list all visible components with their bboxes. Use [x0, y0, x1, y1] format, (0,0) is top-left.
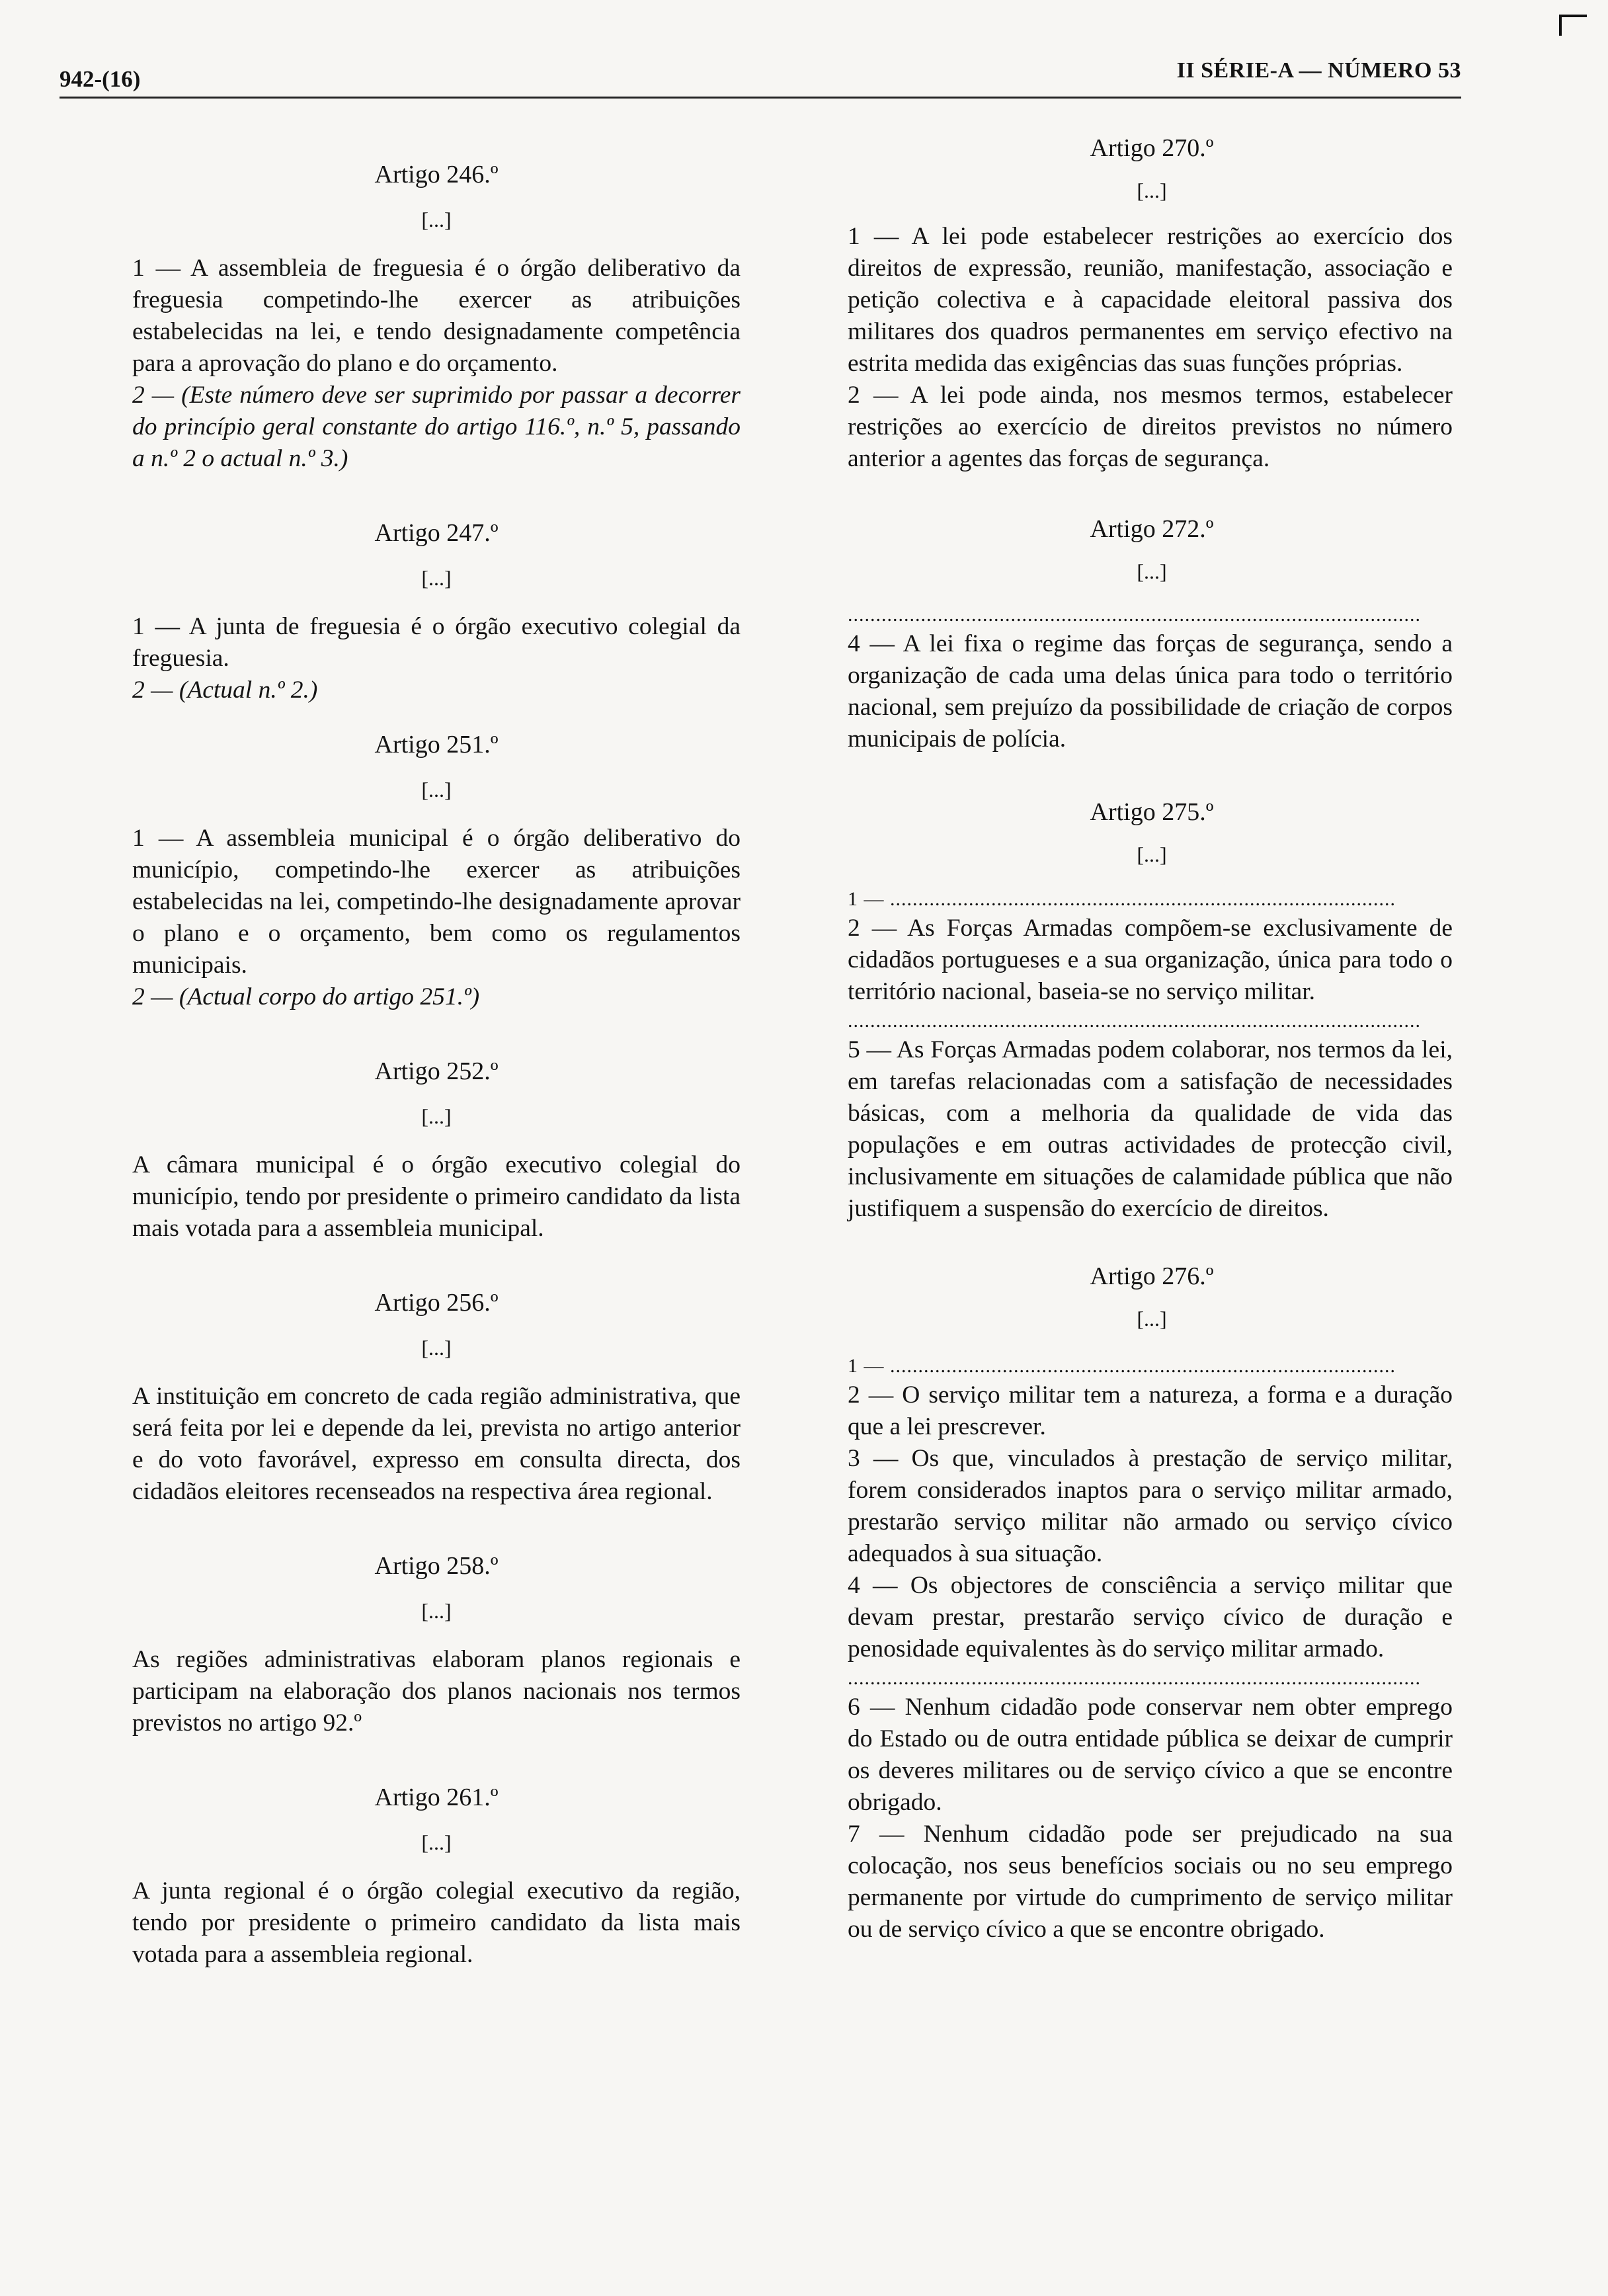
left-column — [132, 126, 741, 1971]
series-number: II SÉRIE-A — NÚMERO 53 — [1176, 58, 1461, 83]
paragraph: 2 — (Actual n.º 2.) — [132, 676, 318, 704]
omission-dots: ...................................................................................................... — [848, 1010, 1421, 1032]
paragraph: A instituição em concreto de cada região administrativa, que será feita por lei e depende da lei, prevista no artigo anterior e do voto favorável, expresso em consulta directa, dos cidadãos eleitores recenseados na respectiva área regional. — [132, 1383, 741, 1505]
paragraph: 6 — Nenhum cidadão pode conservar nem obter emprego do Estado ou de outra entidade pública se deixar de cumprir os deveres militares ou de serviço cívico a que se encontre obrigado. — [848, 1694, 1453, 1816]
page-header — [60, 58, 1461, 98]
ellipsis: [...] — [421, 1104, 452, 1128]
paragraph: 2 — O serviço militar tem a natureza, a forma e a duração que a lei prescrever. — [848, 1381, 1453, 1440]
article-title: Artigo 276.º — [1090, 1262, 1214, 1290]
paragraph: 1 — A assembleia municipal é o órgão deliberativo do município, competindo-lhe exercer as atribuições estabelecidas na lei, competindo-lhe designadamente aprovar o plano e o orçamento, bem como os regulamentos municipais. — [132, 825, 741, 979]
crop-mark — [1559, 15, 1587, 36]
paragraph: 2 — As Forças Armadas compõem-se exclusivamente de cidadãos portugueses e a sua organização, única para todo o território nacional, baseia-se no serviço militar. — [848, 915, 1453, 1005]
article-title: Artigo 270.º — [1090, 134, 1214, 162]
article-title: Artigo 275.º — [1090, 798, 1214, 826]
article-title: Artigo 252.º — [374, 1057, 499, 1085]
paragraph: A câmara municipal é o órgão executivo colegial do município, tendo por presidente o primeiro candidato da lista mais votada para a assembleia municipal. — [132, 1151, 741, 1242]
ellipsis: [...] — [421, 208, 452, 231]
ellipsis: [...] — [421, 1336, 452, 1360]
paragraph: 1 — A lei pode estabelecer restrições ao exercício dos direitos de expressão, reunião, manifestação, associação e petição colectiva e à capacidade eleitoral passiva dos militares dos quadros permanentes em serviço efectivo na estrita medida das exigências das suas funções próprias. — [848, 223, 1453, 377]
paragraph: 4 — A lei fixa o regime das forças de segurança, sendo a organização de cada uma delas única para todo o território nacional, sem prejuízo da possibilidade de criação de corpos municipais de polícia. — [848, 630, 1453, 753]
ellipsis: [...] — [421, 566, 452, 590]
ellipsis: [...] — [1137, 1307, 1167, 1331]
article-title: Artigo 256.º — [374, 1289, 499, 1317]
page-number: 942-(16) — [60, 66, 141, 92]
paragraph: 4 — Os objectores de consciência a serviço militar que devam prestar, prestarão serviço cívico de duração e penosidade equivalentes às do serviço militar armado. — [848, 1572, 1453, 1662]
paragraph: 2 — (Este número deve ser suprimido por passar a decorrer do princípio geral constante do artigo 116.º, n.º 5, passando a n.º 2 o actual n.º 3.) — [132, 382, 741, 472]
paragraph: 5 — As Forças Armadas podem colaborar, nos termos da lei, em tarefas relacionadas com a satisfação de necessidades básicas, com a melhoria da qualidade de vida das populações e em outras actividades de protecção civil, inclusivamente em situações de calamidade pública que não justifiquem a suspensão do exercício de direitos. — [848, 1036, 1453, 1222]
article-title: Artigo 247.º — [374, 519, 499, 547]
header-rule — [60, 97, 1461, 99]
paragraph: 2 — (Actual corpo do artigo 251.º) — [132, 983, 480, 1010]
omission-dots: ...................................................................................................... — [848, 604, 1421, 626]
omission-dots: ...................................................................................................... — [848, 1667, 1421, 1689]
article-title: Artigo 251.º — [374, 731, 499, 758]
paragraph: 3 — Os que, vinculados à prestação de serviço militar, forem considerados inaptos para o serviço militar armado, prestarão serviço militar não armado ou serviço cívico adequados à sua situação. — [848, 1445, 1453, 1567]
paragraph: 1 — A assembleia de freguesia é o órgão deliberativo da freguesia competindo-lhe exercer as atribuições estabelecidas na lei, e tendo designadamente competência para a aprovação do plano e do orçamento. — [132, 255, 741, 377]
right-column — [848, 126, 1456, 1946]
ellipsis: [...] — [1137, 559, 1167, 583]
ellipsis: [...] — [421, 778, 452, 801]
paragraph: 1 — A junta de freguesia é o órgão executivo colegial da freguesia. — [132, 613, 741, 672]
article-title: Artigo 261.º — [374, 1784, 499, 1811]
omitted-item: 1 — .......................................................................................... — [848, 1355, 1396, 1377]
paragraph: A junta regional é o órgão colegial executivo da região, tendo por presidente o primeiro candidato da lista mais votada para a assembleia regional. — [132, 1877, 741, 1968]
paragraph: 2 — A lei pode ainda, nos mesmos termos, estabelecer restrições ao exercício de direitos previstos no número anterior a agentes das forças de segurança. — [848, 382, 1453, 472]
ellipsis: [...] — [421, 1599, 452, 1623]
paragraph: 7 — Nenhum cidadão pode ser prejudicado na sua colocação, nos seus benefícios sociais ou no seu emprego permanente por virtude do cumprimento de serviço militar ou de serviço cívico a que se encontre obrigado. — [848, 1821, 1453, 1943]
article-title: Artigo 246.º — [374, 161, 499, 188]
paragraph: As regiões administrativas elaboram planos regionais e participam na elaboração dos planos nacionais nos termos previstos no artigo 92.º — [132, 1646, 741, 1737]
ellipsis: [...] — [421, 1830, 452, 1854]
ellipsis: [...] — [1137, 842, 1167, 866]
ellipsis: [...] — [1137, 179, 1167, 202]
omitted-item: 1 — .......................................................................................... — [848, 888, 1396, 910]
article-title: Artigo 258.º — [374, 1552, 499, 1580]
article-title: Artigo 272.º — [1090, 515, 1214, 543]
